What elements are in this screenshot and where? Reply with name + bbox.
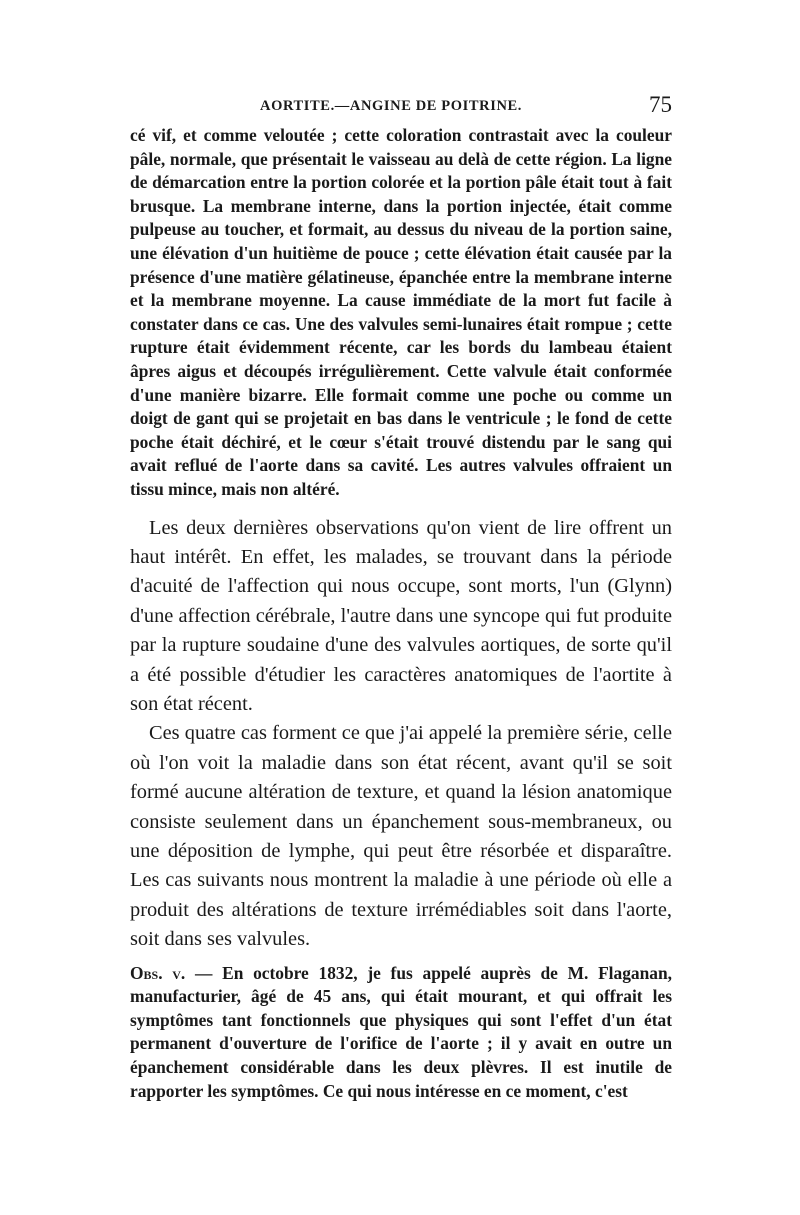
observation-heading: Obs. v. <box>130 962 186 983</box>
paragraph-observation-continued: cé vif, et comme veloutée ; cette coloration contrastait avec la couleur pâle, normale, que présentait le vaisseau au delà de cette région. La ligne de démarcation entre la portion colorée et la portion pâle était tout à fait brusque. La membrane interne, dans la portion injectée, était comme pulpeuse au toucher, et formait, au dessus du niveau de la portion saine, une élévation d'un huitième de pouce ; cette élévation était causée par la présence d'une matière gélatineuse, épanchée entre la membrane interne et la membrane moyenne. La cause immédiate de la mort fut facile à constater dans ce cas. Une des valvules semi-lunaires était rompue ; cette rupture était évidemment récente, car les bords du lambeau étaient âpres aigus et découpés irrégulièrement. Cette valvule était conformée d'une manière bizarre. Elle formait comme une poche ou comme un doigt de gant qui se projetait en bas dans le ventricule ; le fond de cette poche était déchiré, et le cœur s'était trouvé distendu par le sang qui avait reflué de l'aorte dans sa cavité. Les autres valvules offraient un tissu mince, mais non altéré. <box>130 125 672 499</box>
paragraph-commentary: Les deux dernières observations qu'on vient de lire offrent un haut intérêt. En effet, les malades, se trouvant dans la période d'acuité de l'affection qui nous occupe, sont morts, l'un (Glynn) d'une affection cérébrale, l'autre dans une syncope qui fut produite par la rupture soudaine d'une des valvules aortiques, de sorte qu'il a été possible d'étudier les caractères anatomiques de l'aortite à son état récent. <box>130 516 672 715</box>
paragraph-first-series: Ces quatre cas forment ce que j'ai appelé la première série, celle où l'on voit la maladie dans son état récent, avant qu'il se soit formé aucune altération de texture, et quand la lésion anatomique consiste seulement dans un épanchement sous-membraneux, ou une déposition de lymphe, qui peut être résorbée et disparaître. Les cas suivants nous montrent la maladie à une période où elle a produit des altérations de texture irrémédiables soit dans l'aorte, soit dans ses valvules. <box>130 722 672 951</box>
observation-text: — En octobre 1832, je fus appelé auprès de M. Flaganan, manufacturier, âgé de 45 ans, qui était mourant, et qui offrait les symptômes tant fonctionnels que physiques qui sont l'effet d'un état permanent d'ouverture de l'orifice de l'aorte ; il y avait en outre un épanchement considérable dans les deux plèvres. Il est inutile de rapporter les symptômes. Ce qui nous intéresse en ce moment, c'est <box>130 962 672 1101</box>
page <box>130 92 672 1103</box>
running-title: AORTITE.—ANGINE DE POITRINE. <box>260 98 523 114</box>
running-head <box>130 92 672 122</box>
paragraph-observation-v <box>130 962 672 1104</box>
page-number: 75 <box>649 92 672 117</box>
